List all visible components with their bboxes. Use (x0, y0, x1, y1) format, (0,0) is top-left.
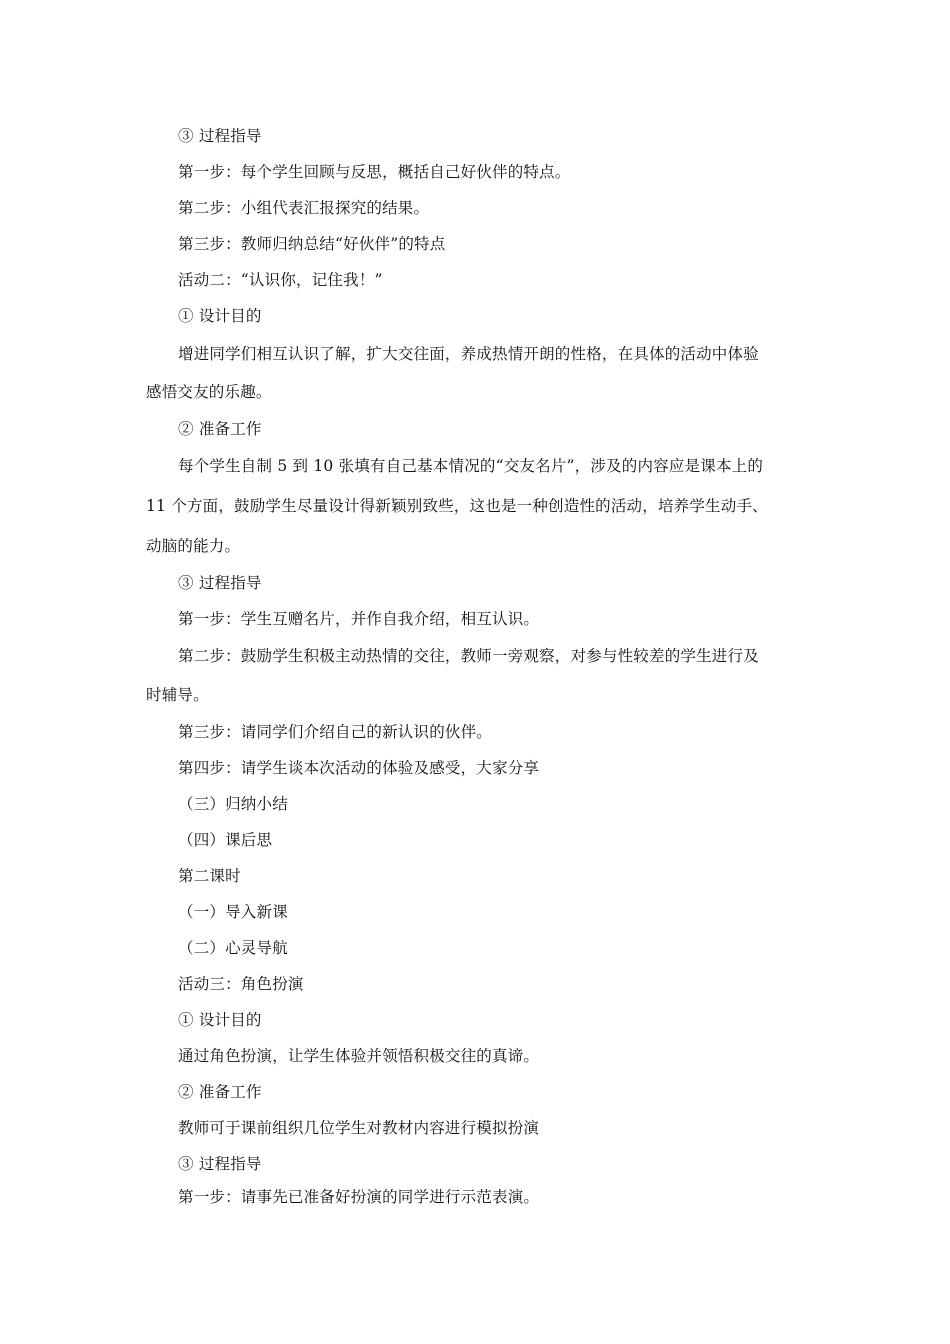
text-line: ① 设计目的 (178, 307, 262, 325)
text-line: ① 设计目的 (178, 1011, 262, 1029)
text-line: 第三步：请同学们介绍自己的新认识的伙伴。 (178, 723, 493, 741)
text-line: ② 准备工作 (178, 1083, 262, 1101)
text-line: 时辅导。 (146, 686, 209, 704)
text-line: 动脑的能力。 (146, 537, 241, 555)
text-line: 第二步：鼓励学生积极主动热情的交往，教师一旁观察，对参与性较差的学生进行及 (178, 647, 759, 665)
text-line: 活动三：角色扮演 (178, 975, 304, 993)
text-line: 第一步：每个学生回顾与反思，概括自己好伙伴的特点。 (178, 163, 571, 181)
text-line: ③ 过程指导 (178, 127, 262, 145)
text-line: 增进同学们相互认识了解，扩大交往面，养成热情开朗的性格，在具体的活动中体验 (178, 345, 759, 363)
text-line: 第一步：请事先已准备好扮演的同学进行示范表演。 (178, 1188, 540, 1206)
text-line: ③ 过程指导 (178, 1155, 262, 1173)
text-line: 第三步：教师归纳总结“好伙伴”的特点 (178, 235, 446, 253)
text-line: （二）心灵导航 (178, 939, 288, 957)
text-line: 感悟交友的乐趣。 (146, 383, 272, 401)
text-line: （三）归纳小结 (178, 795, 288, 813)
text-line: 通过角色扮演，让学生体验并领悟积极交往的真谛。 (178, 1047, 540, 1065)
text-line: ② 准备工作 (178, 420, 262, 438)
text-line: 教师可于课前组织几位学生对教材内容进行模拟扮演 (178, 1119, 540, 1137)
text-line: 第四步：请学生谈本次活动的体验及感受，大家分享 (178, 759, 540, 777)
text-line: 第一步：学生互赠名片，并作自我介绍，相互认识。 (178, 610, 540, 628)
text-line: ③ 过程指导 (178, 574, 262, 592)
text-line: （一）导入新课 (178, 903, 288, 921)
text-line: 第二步：小组代表汇报探究的结果。 (178, 199, 430, 217)
text-line: 每个学生自制 5 到 10 张填有自己基本情况的“交友名片”，涉及的内容应是课本上的 (178, 457, 764, 475)
text-line: 活动二：“认识你，记住我！” (178, 271, 383, 289)
text-line: 第二课时 (178, 867, 241, 885)
text-line: 11 个方面，鼓励学生尽量设计得新颖别致些，这也是一种创造性的活动，培养学生动手、 (146, 497, 768, 515)
text-line: （四）课后思 (178, 831, 273, 849)
